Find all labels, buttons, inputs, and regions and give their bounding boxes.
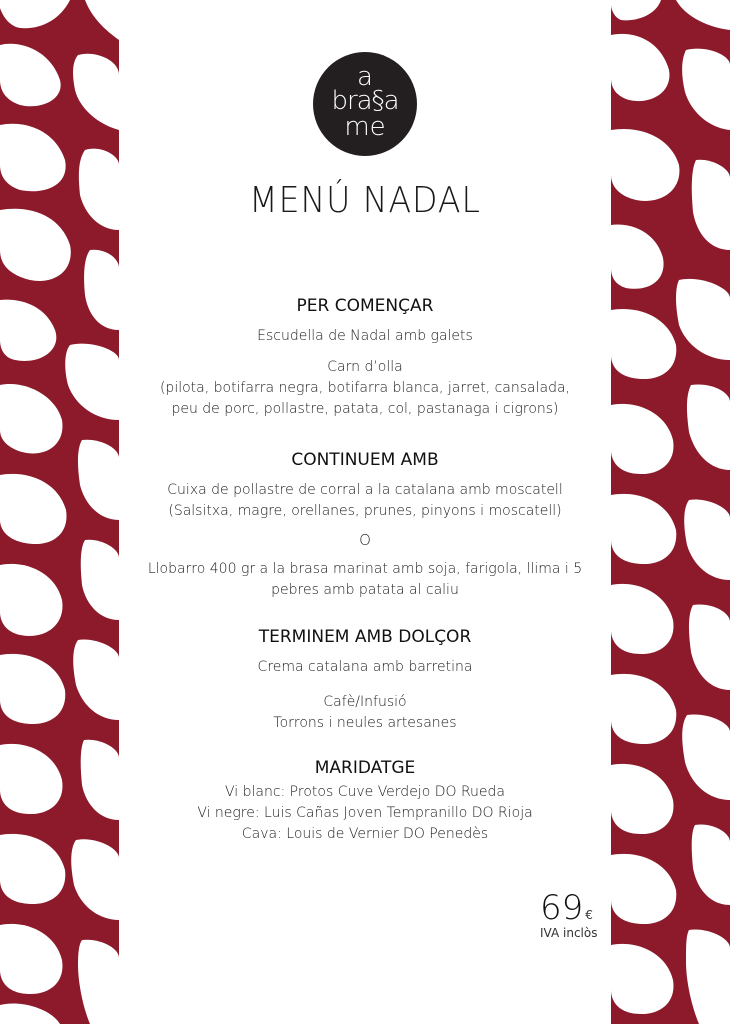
section-heading: PER COMENÇAR [296,296,434,316]
menu-item-or: O [359,531,371,549]
menu-item: Torrons i neules artesanes [273,715,457,731]
brand-logo-line3: me [344,112,386,142]
menu-section [119,754,611,845]
menu-item: Cafè/Infusió [323,694,407,710]
price-currency: € [585,908,593,922]
section-heading: CONTINUEM AMB [291,450,439,470]
price-amount: 69 [540,888,584,928]
brand-logo-line2: bra§a [331,86,399,116]
menu-item: Cuixa de pollastre de corral a la catalana amb moscatell [167,482,563,498]
menu-item: Crema catalana amb barretina [257,659,473,675]
menu-item-detail: (pilota, botifarra negra, botifarra blanca, jarret, cansalada, [159,380,571,396]
branch-pattern-left [0,0,119,1024]
brand-logo [313,52,417,156]
menu-item: Escudella de Nadal amb galets [257,328,473,344]
price-tax-note: IVA inclòs [540,926,598,940]
wine-item: Vi blanc: Protos Cuve Verdejo DO Rueda [224,784,506,800]
brand-logo-line1: a [357,62,373,92]
menu-section [119,292,611,420]
menu-section [119,623,611,734]
wine-item: Vi negre: Luis Cañas Joven Tempranillo DO Rioja [197,805,533,821]
menu-item: Carn d’olla [327,359,403,375]
section-heading: TERMINEM AMB DOLÇOR [258,627,472,647]
menu-item-detail: peu de porc, pollastre, patata, col, pastanaga i cigrons) [171,401,559,417]
section-heading: MARIDATGE [314,758,416,778]
menu-section [119,446,611,601]
menu-content [119,292,611,845]
wine-item: Cava: Louis de Vernier DO Penedès [241,826,489,842]
page-title: MENÚ NADAL [249,180,481,221]
menu-item: Llobarro 400 gr a la brasa marinat amb soja, farigola, llima i 5 [147,561,583,577]
price-block [540,888,610,940]
branch-pattern-right [611,0,730,1024]
left-decorative-pattern [0,0,119,1024]
menu-item-detail: (Salsitxa, magre, orellanes, prunes, pinyons i moscatell) [168,503,562,519]
right-decorative-pattern [611,0,730,1024]
menu-item: pebres amb patata al caliu [271,582,459,598]
